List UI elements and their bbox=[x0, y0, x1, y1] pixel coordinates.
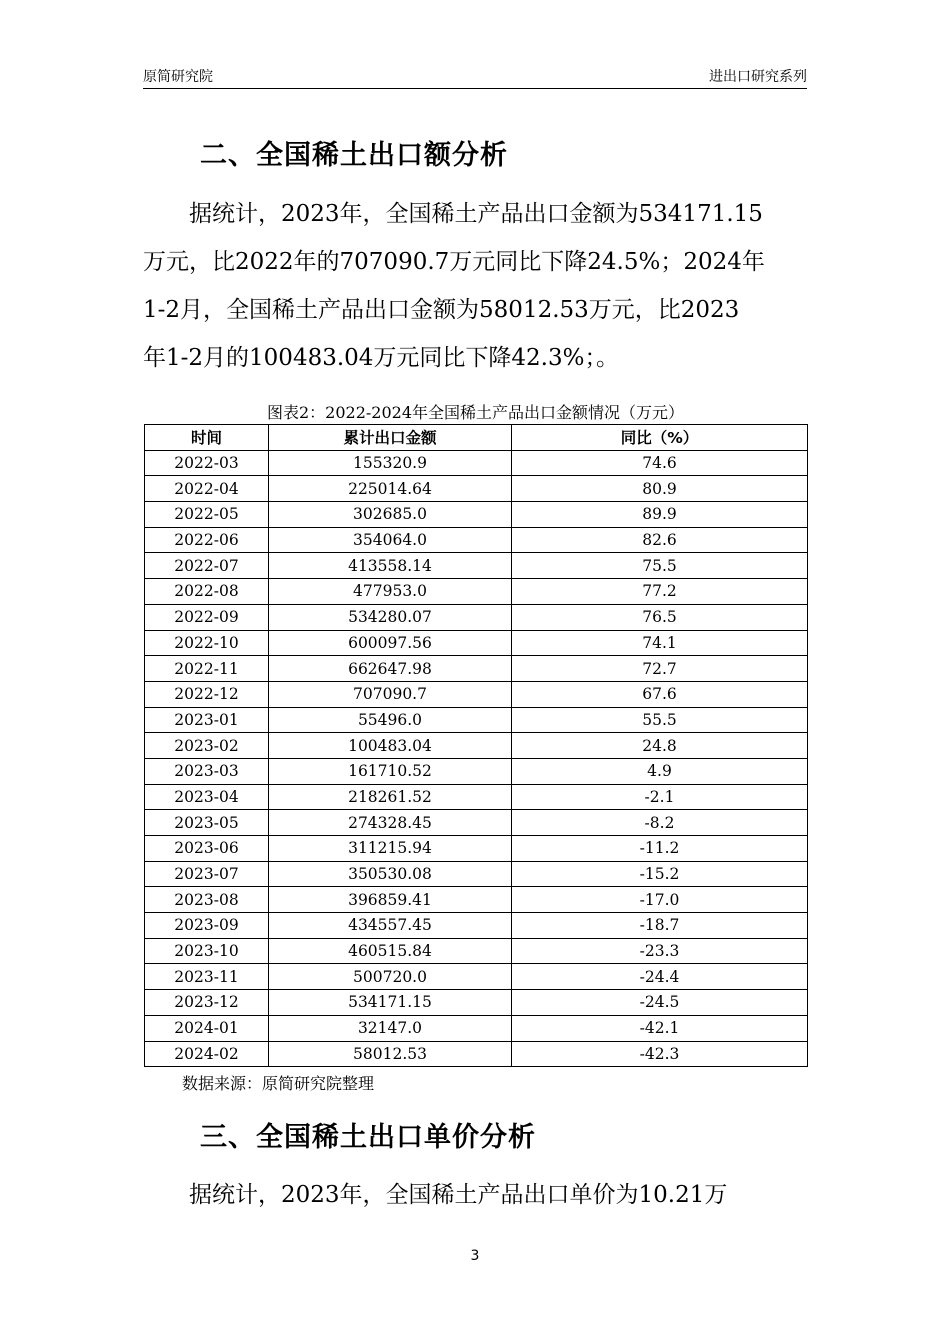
table-row bbox=[145, 964, 808, 990]
cell-time: 2024-02 bbox=[145, 1041, 269, 1067]
cell-yoy: -42.3 bbox=[512, 1041, 808, 1067]
paragraph-line: 据统计，2023年，全国稀土产品出口金额为534171.15 bbox=[143, 201, 763, 227]
cell-time: 2023-01 bbox=[145, 707, 269, 733]
section-2-heading: 二、全国稀土出口额分析 bbox=[200, 140, 508, 171]
cell-time: 2023-02 bbox=[145, 733, 269, 759]
table-row bbox=[145, 604, 808, 630]
cell-yoy: -42.1 bbox=[512, 1015, 808, 1041]
cell-amount: 225014.64 bbox=[269, 476, 512, 502]
table-row bbox=[145, 579, 808, 605]
cell-yoy: -24.4 bbox=[512, 964, 808, 990]
cell-yoy: 72.7 bbox=[512, 656, 808, 682]
column-header-yoy: 同比（%） bbox=[512, 425, 808, 451]
cell-yoy: 24.8 bbox=[512, 733, 808, 759]
section-3-heading: 三、全国稀土出口单价分析 bbox=[200, 1122, 536, 1153]
cell-amount: 600097.56 bbox=[269, 630, 512, 656]
page-number: 3 bbox=[470, 1248, 480, 1264]
cell-time: 2022-11 bbox=[145, 656, 269, 682]
cell-time: 2022-09 bbox=[145, 604, 269, 630]
table-row bbox=[145, 656, 808, 682]
cell-amount: 350530.08 bbox=[269, 861, 512, 887]
cell-time: 2023-06 bbox=[145, 836, 269, 862]
cell-amount: 707090.7 bbox=[269, 681, 512, 707]
cell-yoy: 77.2 bbox=[512, 579, 808, 605]
cell-amount: 434557.45 bbox=[269, 913, 512, 939]
cell-yoy: -11.2 bbox=[512, 836, 808, 862]
cell-yoy: 67.6 bbox=[512, 681, 808, 707]
table-row bbox=[145, 913, 808, 939]
cell-time: 2023-10 bbox=[145, 938, 269, 964]
cell-yoy: -2.1 bbox=[512, 784, 808, 810]
cell-time: 2023-05 bbox=[145, 810, 269, 836]
table-row bbox=[145, 938, 808, 964]
cell-yoy: 74.6 bbox=[512, 450, 808, 476]
table-row bbox=[145, 784, 808, 810]
table-row bbox=[145, 707, 808, 733]
cell-amount: 161710.52 bbox=[269, 758, 512, 784]
paragraph-line: 据统计，2023年，全国稀土产品出口单价为10.21万 bbox=[143, 1182, 728, 1208]
export-amount-table bbox=[144, 424, 808, 1067]
table-row bbox=[145, 527, 808, 553]
table-row bbox=[145, 733, 808, 759]
cell-time: 2022-05 bbox=[145, 502, 269, 528]
cell-time: 2022-04 bbox=[145, 476, 269, 502]
cell-amount: 534280.07 bbox=[269, 604, 512, 630]
paragraph-line: 年1-2月的100483.04万元同比下降42.3%；。 bbox=[143, 345, 619, 371]
table-row bbox=[145, 502, 808, 528]
cell-yoy: 80.9 bbox=[512, 476, 808, 502]
cell-amount: 534171.15 bbox=[269, 990, 512, 1016]
cell-yoy: 75.5 bbox=[512, 553, 808, 579]
data-source-note: 数据来源：原简研究院整理 bbox=[182, 1074, 375, 1093]
page-header bbox=[143, 66, 807, 89]
table-row bbox=[145, 1041, 808, 1067]
cell-time: 2023-03 bbox=[145, 758, 269, 784]
paragraph-line: 万元，比2022年的707090.7万元同比下降24.5%；2024年 bbox=[143, 249, 765, 275]
cell-time: 2023-07 bbox=[145, 861, 269, 887]
column-header-amount: 累计出口金额 bbox=[269, 425, 512, 451]
paragraph-line: 1-2月，全国稀土产品出口金额为58012.53万元，比2023 bbox=[143, 297, 740, 323]
cell-amount: 413558.14 bbox=[269, 553, 512, 579]
cell-yoy: 74.1 bbox=[512, 630, 808, 656]
section-3-paragraph bbox=[143, 1171, 808, 1219]
cell-amount: 500720.0 bbox=[269, 964, 512, 990]
cell-amount: 477953.0 bbox=[269, 579, 512, 605]
cell-amount: 302685.0 bbox=[269, 502, 512, 528]
table-caption: 图表2：2022-2024年全国稀土产品出口金额情况（万元） bbox=[266, 403, 685, 422]
cell-amount: 354064.0 bbox=[269, 527, 512, 553]
cell-amount: 32147.0 bbox=[269, 1015, 512, 1041]
table-row bbox=[145, 553, 808, 579]
section-2-paragraph bbox=[143, 190, 808, 382]
cell-amount: 311215.94 bbox=[269, 836, 512, 862]
table-header-row bbox=[145, 425, 808, 451]
cell-yoy: 4.9 bbox=[512, 758, 808, 784]
cell-amount: 55496.0 bbox=[269, 707, 512, 733]
cell-amount: 662647.98 bbox=[269, 656, 512, 682]
table-row bbox=[145, 681, 808, 707]
table-row bbox=[145, 630, 808, 656]
cell-yoy: -8.2 bbox=[512, 810, 808, 836]
cell-time: 2022-08 bbox=[145, 579, 269, 605]
table-row bbox=[145, 758, 808, 784]
cell-yoy: 76.5 bbox=[512, 604, 808, 630]
cell-amount: 274328.45 bbox=[269, 810, 512, 836]
cell-amount: 396859.41 bbox=[269, 887, 512, 913]
cell-time: 2023-04 bbox=[145, 784, 269, 810]
cell-time: 2023-08 bbox=[145, 887, 269, 913]
cell-yoy: 55.5 bbox=[512, 707, 808, 733]
table-row bbox=[145, 887, 808, 913]
header-series-name: 进出口研究系列 bbox=[709, 69, 807, 85]
column-header-time: 时间 bbox=[145, 425, 269, 451]
table-row bbox=[145, 990, 808, 1016]
cell-time: 2024-01 bbox=[145, 1015, 269, 1041]
cell-amount: 58012.53 bbox=[269, 1041, 512, 1067]
header-org-name: 原简研究院 bbox=[143, 69, 213, 85]
cell-yoy: -17.0 bbox=[512, 887, 808, 913]
cell-time: 2022-10 bbox=[145, 630, 269, 656]
cell-yoy: -24.5 bbox=[512, 990, 808, 1016]
table-row bbox=[145, 810, 808, 836]
cell-amount: 218261.52 bbox=[269, 784, 512, 810]
cell-time: 2022-12 bbox=[145, 681, 269, 707]
table-row bbox=[145, 1015, 808, 1041]
cell-amount: 155320.9 bbox=[269, 450, 512, 476]
cell-yoy: 82.6 bbox=[512, 527, 808, 553]
cell-time: 2023-11 bbox=[145, 964, 269, 990]
cell-amount: 100483.04 bbox=[269, 733, 512, 759]
table-row bbox=[145, 836, 808, 862]
cell-amount: 460515.84 bbox=[269, 938, 512, 964]
table-row bbox=[145, 476, 808, 502]
cell-yoy: -15.2 bbox=[512, 861, 808, 887]
cell-time: 2022-07 bbox=[145, 553, 269, 579]
table-row bbox=[145, 861, 808, 887]
cell-time: 2023-09 bbox=[145, 913, 269, 939]
cell-yoy: 89.9 bbox=[512, 502, 808, 528]
table-row bbox=[145, 450, 808, 476]
cell-time: 2023-12 bbox=[145, 990, 269, 1016]
cell-time: 2022-03 bbox=[145, 450, 269, 476]
cell-yoy: -18.7 bbox=[512, 913, 808, 939]
cell-yoy: -23.3 bbox=[512, 938, 808, 964]
cell-time: 2022-06 bbox=[145, 527, 269, 553]
